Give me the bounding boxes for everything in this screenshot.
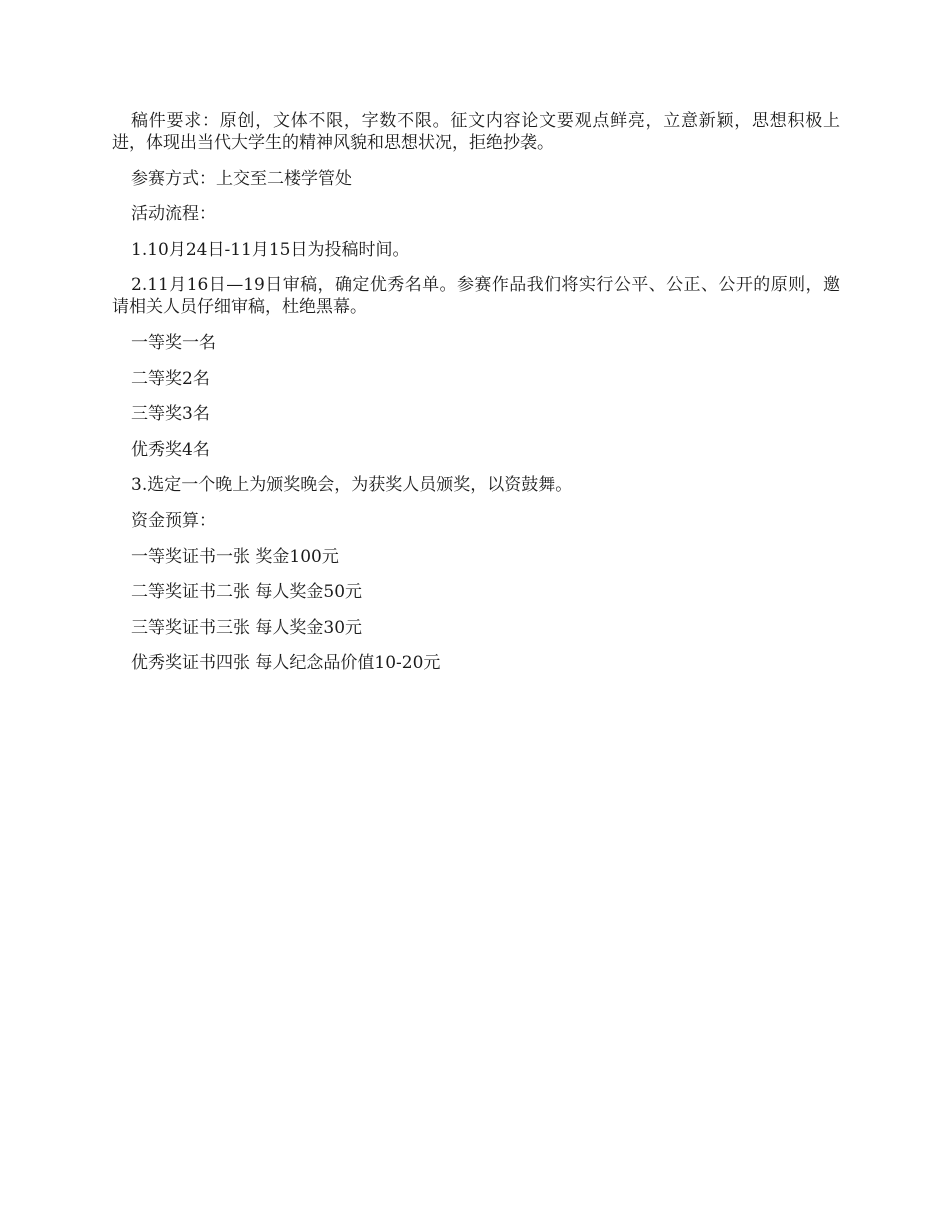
paragraph-process-heading: 活动流程： xyxy=(131,204,216,225)
paragraph-second-prize-count: 二等奖2名 xyxy=(131,368,210,389)
paragraph-process-step-1: 1.10月24日-11月15日为投稿时间。 xyxy=(131,239,410,260)
paragraph-process-step-2: 2.11月16日—19日审稿，确定优秀名单。参赛作品我们将实行公平、公正、公开的原则，邀请相关人员仔细审稿，杜绝黑幕。 xyxy=(112,275,840,318)
paragraph-budget-first-prize: 一等奖证书一张 奖金100元 xyxy=(131,546,339,567)
paragraph-submission-requirements: 稿件要求：原创，文体不限，字数不限。征文内容论文要观点鲜亮，立意新颖，思想积极上进，体现出当代大学生的精神风貌和思想状况，拒绝抄袭。 xyxy=(112,111,840,153)
paragraph-budget-second-prize: 二等奖证书二张 每人奖金50元 xyxy=(131,582,363,603)
paragraph-merit-prize-count: 优秀奖4名 xyxy=(131,439,210,460)
paragraph-budget-third-prize: 三等奖证书三张 每人奖金30元 xyxy=(131,617,363,638)
document-body xyxy=(112,110,840,688)
paragraph-process-step-3: 3.选定一个晚上为颁奖晚会，为获奖人员颁奖，以资鼓舞。 xyxy=(131,475,573,496)
paragraph-third-prize-count: 三等奖3名 xyxy=(131,404,210,425)
paragraph-entry-method: 参赛方式：上交至二楼学管处 xyxy=(131,168,352,189)
paragraph-budget-merit-prize: 优秀奖证书四张 每人纪念品价值10-20元 xyxy=(131,653,441,674)
paragraph-budget-heading: 资金预算： xyxy=(131,510,216,531)
paragraph-first-prize-count: 一等奖一名 xyxy=(131,332,216,353)
